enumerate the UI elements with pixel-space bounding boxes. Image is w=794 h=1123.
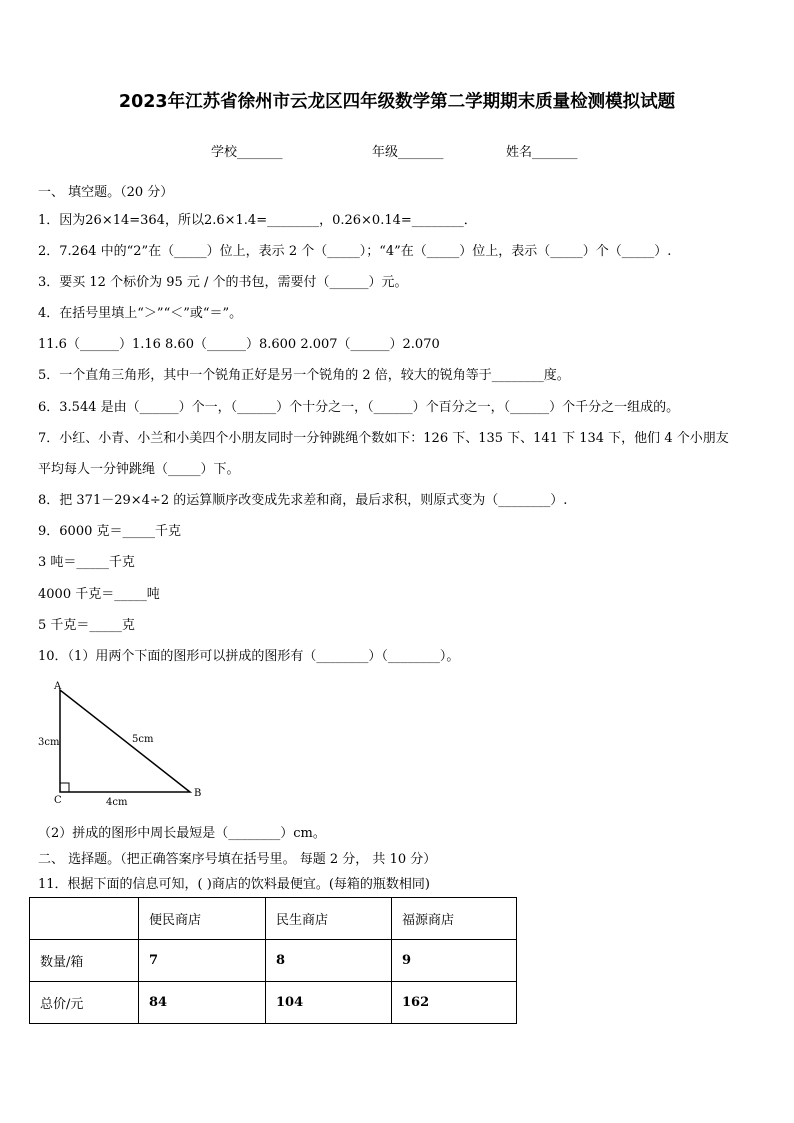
question-9-a: 9．6000 克＝_____千克: [38, 524, 181, 539]
triangle-shape: [60, 690, 190, 792]
question-11: 11．根据下面的信息可知，( )商店的饮料最便宜。(每箱的瓶数相同): [38, 877, 430, 892]
name-field: 姓名_______: [506, 145, 578, 160]
vertex-b-label: B: [194, 788, 202, 799]
question-3: 3．要买 12 个标价为 95 元 / 个的书包，需要付（______）元。: [38, 275, 408, 290]
question-9-b: 3 吨＝_____千克: [38, 555, 135, 570]
vertex-a-label: A: [54, 681, 62, 692]
table-row: [30, 982, 517, 1024]
question-9-d: 5 千克＝_____克: [38, 618, 135, 633]
question-2: 2．7.264 中的“2”在（_____）位上，表示 2 个（_____）；“4”在（_____）位上，表示（_____）个（_____）.: [38, 244, 672, 259]
school-field: 学校_______: [211, 145, 283, 160]
question-4-items: 11.6（______）1.16 8.60（______）8.600 2.007（______）2.070: [38, 337, 440, 352]
question-9-c: 4000 千克＝_____吨: [38, 587, 160, 602]
table-header-cell: 便民商店: [139, 898, 266, 940]
side-ab-label: 5cm: [132, 734, 154, 745]
table-cell: 9: [392, 940, 517, 982]
table-row-label: 数量/箱: [30, 940, 139, 982]
table-header-cell: 民生商店: [266, 898, 392, 940]
table-header-cell: 福源商店: [392, 898, 517, 940]
page-title: 2023年江苏省徐州市云龙区四年级数学第二学期期末质量检测模拟试题: [118, 92, 676, 112]
section-2-heading: 二、 选择题。（把正确答案序号填在括号里。 每题 2 分， 共 10 分）: [38, 852, 437, 867]
side-cb-label: 4cm: [106, 797, 128, 808]
question-7-line-2: 平均每人一分钟跳绳（_____）下。: [38, 462, 240, 477]
question-5: 5．一个直角三角形，其中一个锐角正好是另一个锐角的 2 倍，较大的锐角等于________度。: [38, 368, 570, 383]
question-4: 4．在括号里填上“＞”“＜”或“＝”。: [38, 306, 243, 321]
right-triangle-figure: [36, 676, 216, 810]
price-table: [29, 897, 517, 1024]
section-1-heading: 一、 填空题。（20 分）: [38, 185, 174, 200]
grade-field: 年级_______: [372, 145, 444, 160]
question-10-part-1: 10．（1）用两个下面的图形可以拼成的图形有（________）（________）。: [38, 649, 460, 664]
side-ac-label: 3cm: [38, 737, 60, 748]
table-cell: 104: [266, 982, 392, 1024]
table-cell: 7: [139, 940, 266, 982]
table-header-cell: [30, 898, 139, 940]
question-7-line-1: 7．小红、小青、小兰和小美四个小朋友同时一分钟跳绳个数如下：126 下、135 下、141 下 134 下，他们 4 个小朋友: [38, 431, 729, 446]
question-8: 8．把 371－29×4÷2 的运算顺序改变成先求差和商，最后求积，则原式变为（________）.: [38, 493, 568, 508]
vertex-c-label: C: [54, 795, 62, 806]
question-10-part-2: （2）拼成的图形中周长最短是（________）cm。: [38, 826, 326, 841]
table-row: [30, 940, 517, 982]
table-row-label: 总价/元: [30, 982, 139, 1024]
question-1: 1．因为26×14=364，所以2.6×1.4=________，0.26×0.14=________．: [38, 213, 477, 228]
right-angle-mark: [60, 783, 69, 792]
table-cell: 8: [266, 940, 392, 982]
question-6: 6．3.544 是由（______）个一，（______）个十分之一，（______）个百分之一，（______）个千分之一组成的。: [38, 400, 680, 415]
table-header-row: [30, 898, 517, 940]
table-cell: 162: [392, 982, 517, 1024]
table-cell: 84: [139, 982, 266, 1024]
